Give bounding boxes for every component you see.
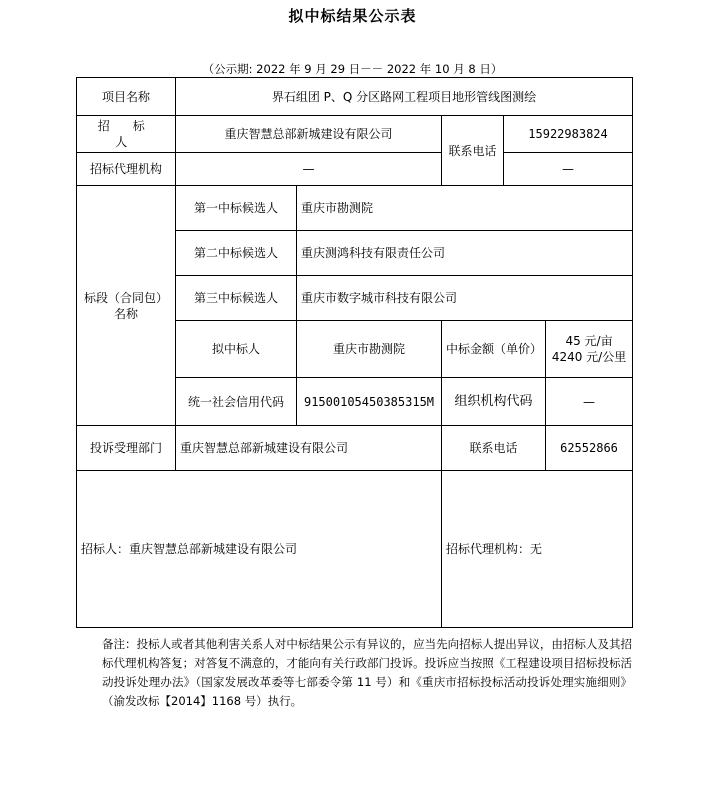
tenderer-label: 招 标 人 [77,116,176,153]
complaint-dept-label: 投诉受理部门 [77,426,176,471]
complaint-phone: 62552866 [546,426,633,471]
tenderer-row [77,116,633,153]
bid-amount-value [546,321,633,378]
candidate-1-label: 第一中标候选人 [176,186,297,231]
org-code-label: 组织机构代码 [442,378,546,426]
page-title: 拟中标结果公示表 [288,7,417,25]
candidate-2-label: 第二中标候选人 [176,231,297,276]
project-name-label: 项目名称 [77,78,176,116]
bid-amount-label: 中标金额（单价） [442,321,546,378]
agency-signature: 招标代理机构：无 [442,471,633,628]
complaint-dept-value: 重庆智慧总部新城建设有限公司 [176,426,442,471]
candidate-3-value: 重庆市数字城市科技有限公司 [297,276,633,321]
agency-value: — [176,153,442,186]
winner-value: 重庆市勘测院 [297,321,442,378]
credit-code-value: 91500105450385315M [297,378,442,426]
bid-amount-per-mu: 45 元/亩 [565,334,613,348]
agency-row [77,153,633,186]
bid-amount-per-km: 4240 元/公里 [551,350,627,364]
tenderer-phone: 15922983824 [504,116,633,153]
tenderer-value: 重庆智慧总部新城建设有限公司 [176,116,442,153]
result-table [76,77,633,628]
candidate-2-value: 重庆测鸿科技有限责任公司 [297,231,633,276]
project-row [77,78,633,116]
complaint-row [77,426,633,471]
contact-phone-label: 联系电话 [442,116,504,186]
candidate-3-label: 第三中标候选人 [176,276,297,321]
section-label: 标段（合同包）名称 [77,186,176,426]
agency-label: 招标代理机构 [77,153,176,186]
signature-row [77,471,633,628]
tenderer-signature: 招标人：重庆智慧总部新城建设有限公司 [77,471,442,628]
remarks-note: 备注：投标人或者其他利害关系人对中标结果公示有异议的，应当先向招标人提出异议，由招标人及其招标代理机构答复；对答复不满意的，才能向有关行政部门投诉。投诉应当按照《工程建设项目招标投标活动投诉处理办法》（国家发展改革委等七部委令第 11 号）和《重庆市招标投标活动投诉处理实施细则》（渝发改标【2014】1168 号）执行。 [102,637,632,708]
project-name-value: 界石组团 P、Q 分区路网工程项目地形管线图测绘 [176,78,633,116]
complaint-phone-label: 联系电话 [442,426,546,471]
candidate-1-value: 重庆市勘测院 [297,186,633,231]
candidate-row-1 [77,186,633,231]
org-code-value: — [546,378,633,426]
credit-code-label: 统一社会信用代码 [176,378,297,426]
agency-phone: — [504,153,633,186]
publicity-period: （公示期: 2022 年 9 月 29 日－－ 2022 年 10 月 8 日） [202,62,503,76]
winner-label: 拟中标人 [176,321,297,378]
